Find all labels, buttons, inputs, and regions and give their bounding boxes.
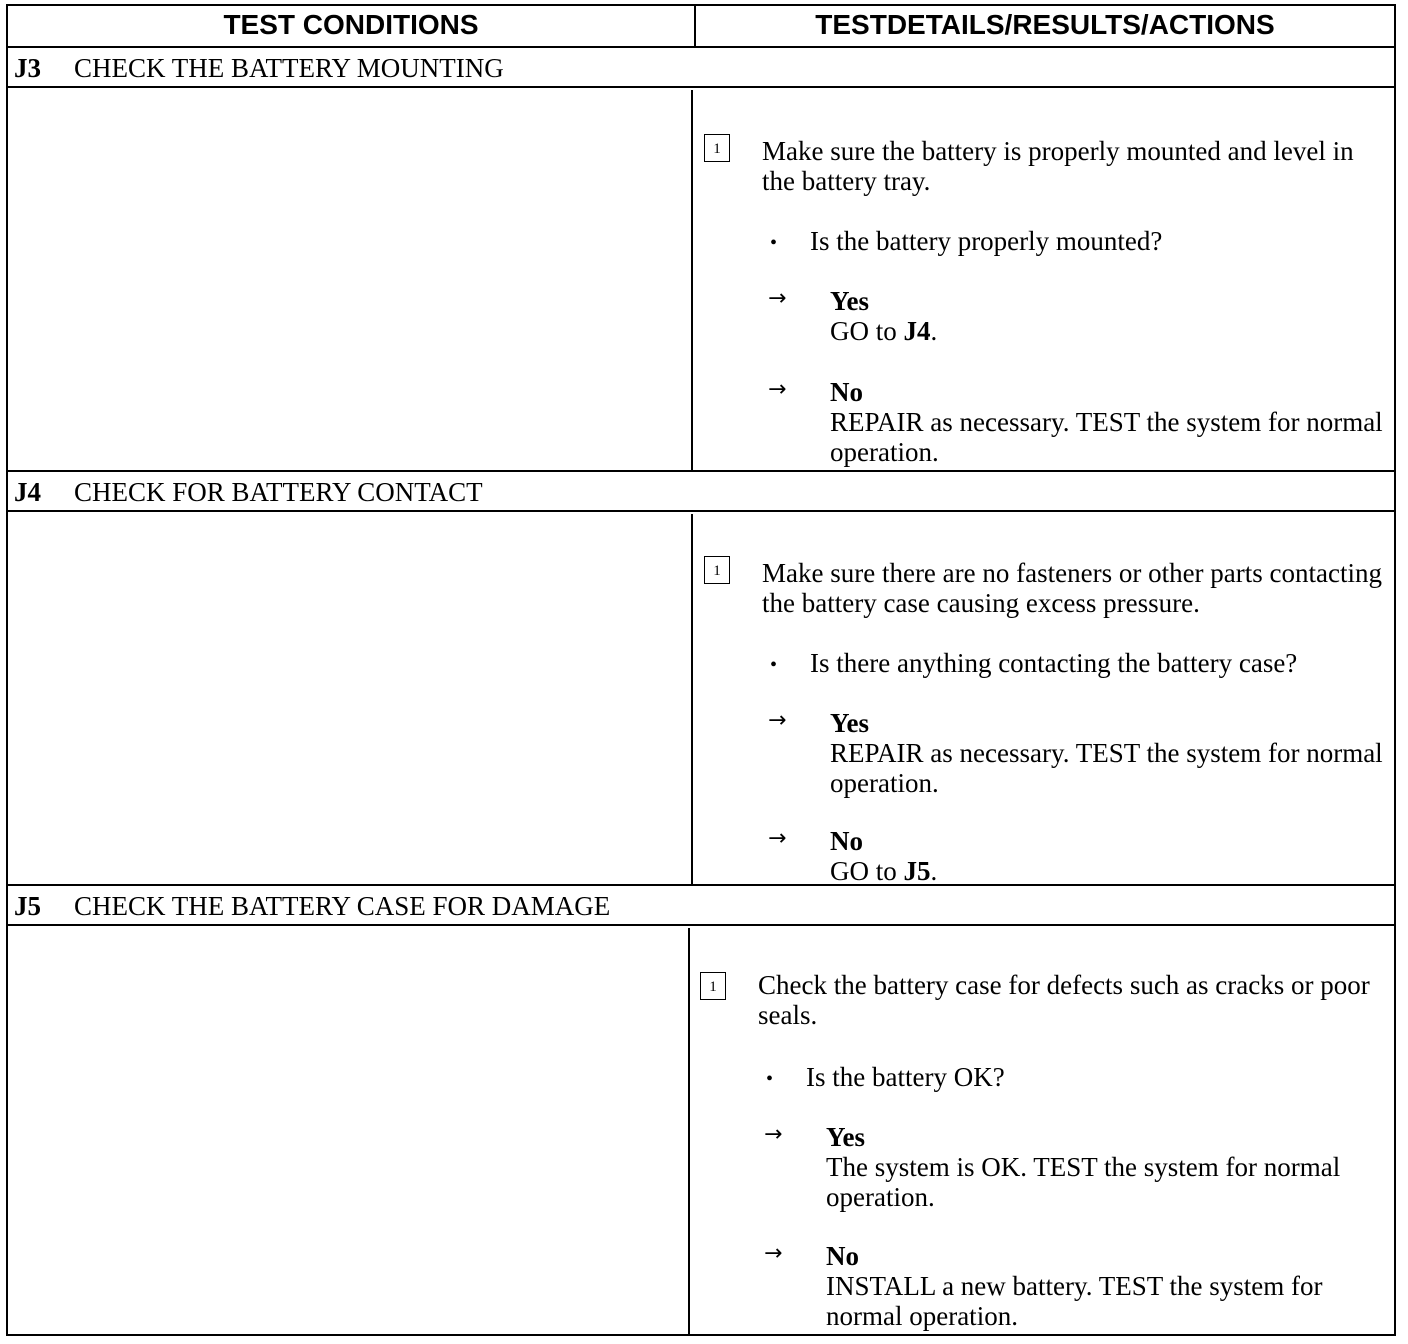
step-instruction: Make sure the battery is properly mounted and level in the battery tray. (762, 136, 1354, 196)
yes-label: Yes (830, 286, 869, 316)
section-title: CHECK THE BATTERY CASE FOR DAMAGE (74, 891, 611, 921)
step-number-box: 1 (704, 134, 730, 162)
arrow-right-icon: → (764, 1241, 783, 1266)
question-text: Is there anything contacting the battery case? (810, 648, 1298, 678)
step-instruction: Make sure there are no fasteners or other parts contacting the battery case causing excess pressure. (762, 558, 1382, 618)
section-title: CHECK FOR BATTERY CONTACT (74, 477, 483, 507)
no-label: No (826, 1241, 859, 1271)
section-title-bar (8, 886, 1394, 926)
column-divider (691, 514, 693, 884)
section-j3 (6, 48, 1396, 472)
section-title-bar (8, 472, 1394, 512)
bullet-icon: • (766, 1068, 774, 1090)
diagnostic-table (6, 4, 1396, 1336)
test-details (700, 972, 1394, 1332)
test-details (704, 134, 1394, 468)
question-text: Is the battery properly mounted? (810, 226, 1163, 256)
section-id: J5 (14, 891, 41, 921)
test-details (704, 556, 1394, 886)
arrow-right-icon: → (764, 1122, 783, 1147)
no-label: No (830, 377, 863, 407)
arrow-right-icon: → (768, 377, 787, 402)
arrow-right-icon: → (768, 708, 787, 733)
section-j4 (6, 472, 1396, 886)
no-action: GO to J5. (830, 856, 938, 886)
arrow-right-icon: → (768, 826, 787, 851)
yes-label: Yes (826, 1122, 865, 1152)
column-divider (691, 90, 693, 470)
no-action: INSTALL a new battery. TEST the system for normal operation. (826, 1271, 1323, 1331)
no-action: REPAIR as necessary. TEST the system for normal operation. (830, 407, 1383, 467)
header-test-details: TESTDETAILS/RESULTS/ACTIONS (815, 9, 1275, 40)
yes-action: The system is OK. TEST the system for normal operation. (826, 1152, 1341, 1212)
no-label: No (830, 826, 863, 856)
section-id: J3 (14, 53, 41, 83)
yes-action: REPAIR as necessary. TEST the system for normal operation. (830, 738, 1383, 798)
step-instruction: Check the battery case for defects such as cracks or poor seals. (758, 970, 1370, 1030)
step-number-box: 1 (700, 972, 726, 1000)
section-title-bar (8, 48, 1394, 88)
header-test-conditions: TEST CONDITIONS (8, 6, 696, 46)
section-title: CHECK THE BATTERY MOUNTING (74, 53, 504, 83)
arrow-right-icon: → (768, 286, 787, 311)
bullet-icon: • (770, 232, 778, 254)
question-text: Is the battery OK? (806, 1062, 1005, 1092)
step-number-box: 1 (704, 556, 730, 584)
yes-action: GO to J4. (830, 316, 938, 346)
table-header (6, 4, 1396, 48)
yes-label: Yes (830, 708, 869, 738)
column-divider (688, 928, 690, 1334)
section-j5 (6, 886, 1396, 1336)
bullet-icon: • (770, 654, 778, 676)
section-id: J4 (14, 477, 41, 507)
